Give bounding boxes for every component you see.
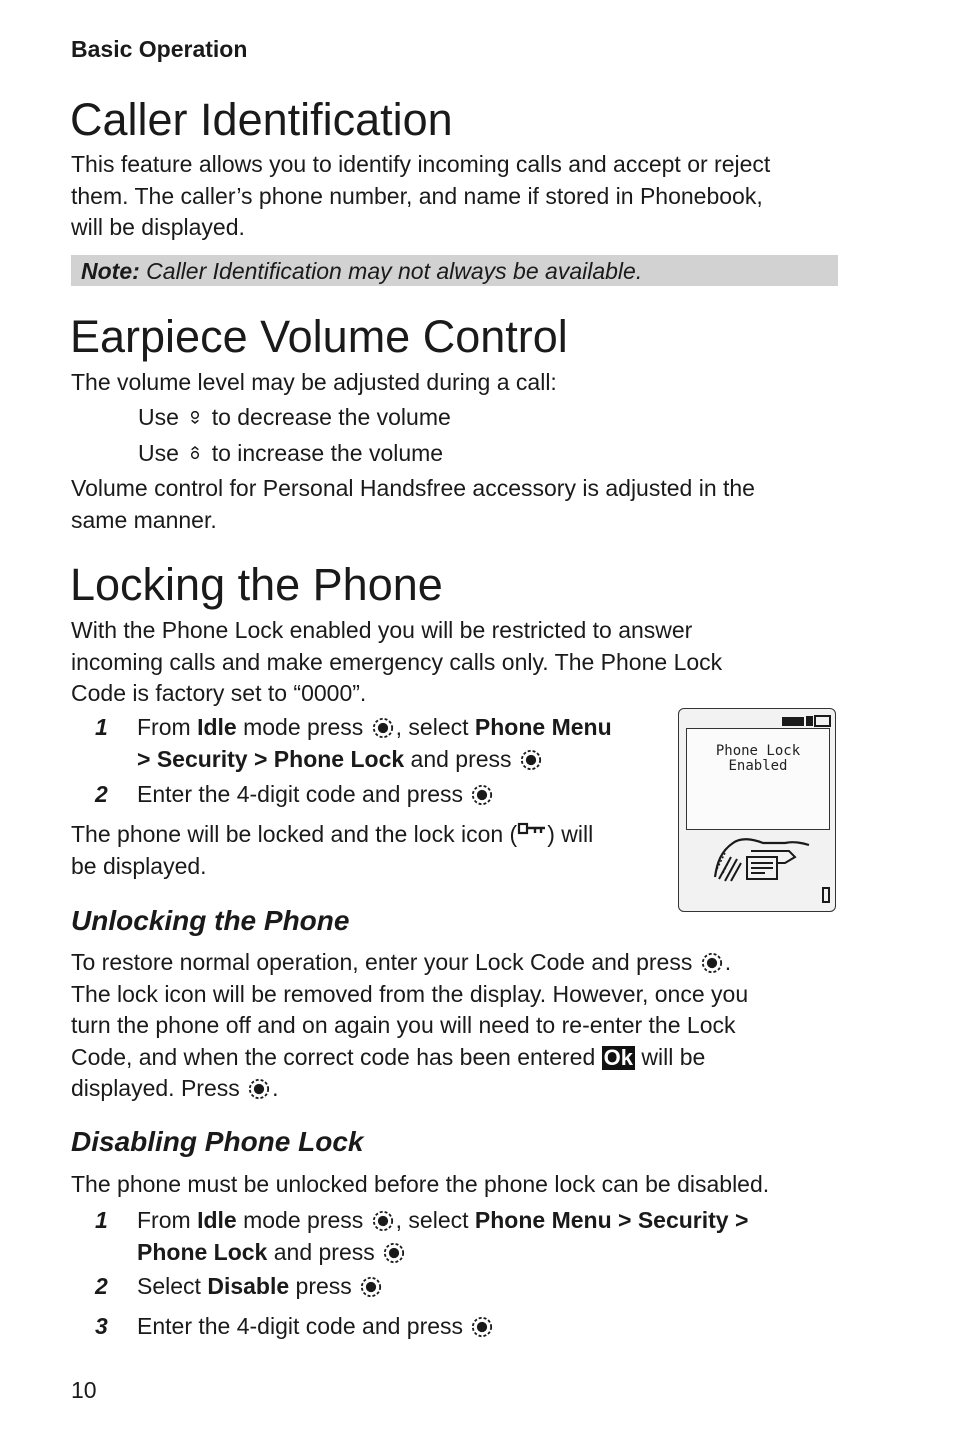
battery-icon <box>822 887 830 903</box>
ok-key-icon <box>383 1242 405 1264</box>
unlocking-title: Unlocking the Phone <box>71 905 350 936</box>
ok-key-icon <box>360 1276 382 1298</box>
status-bar-icon <box>782 715 832 727</box>
ok-key-icon <box>701 952 723 974</box>
page-number: 10 <box>71 1377 97 1403</box>
volume-up-icon <box>187 441 203 465</box>
ok-key-icon <box>372 717 394 739</box>
locking-body: With the Phone Lock enabled you will be restricted to answer incoming calls and make emergency calls only. The Phone Lock Code is factory set to “0000”. <box>71 617 723 706</box>
section-header: Basic Operation <box>71 36 248 62</box>
lock-icon <box>517 820 547 840</box>
ok-key-icon <box>471 784 493 806</box>
volume-decrease-line: Use to decrease the volume <box>138 404 451 430</box>
locking-step-2: 2 Enter the 4-digit code and press <box>71 779 671 811</box>
locking-after: The phone will be locked and the lock icon ( ) will be displayed. <box>71 821 594 879</box>
disabling-step-2: 2 Select Disable press <box>71 1271 671 1303</box>
disabling-intro: The phone must be unlocked before the phone lock can be disabled. <box>71 1171 770 1197</box>
screen-message: Phone Lock Enabled <box>715 743 801 774</box>
ok-badge: Ok <box>603 1044 633 1070</box>
ok-key-icon <box>471 1316 493 1338</box>
caller-id-body: This feature allows you to identify incoming calls and accept or reject them. The caller’s phone number, and name if stored in Phonebook, will be displayed. <box>71 151 771 240</box>
volume-intro: The volume level may be adjusted during a call: <box>71 369 557 395</box>
locking-title: Locking the Phone <box>70 559 443 610</box>
volume-increase-line: Use to increase the volume <box>138 440 444 466</box>
hand-unlock-icon <box>711 833 816 885</box>
note-label: Note: <box>81 258 140 284</box>
ok-key-icon <box>248 1078 270 1100</box>
volume-down-icon <box>187 405 203 429</box>
unlocking-body: To restore normal operation, enter your Lock Code and press . The lock icon will be removed from the display. However, once you turn the phone off and on again you will need to re-enter the Lock Code, and when the correct code has been entered Ok will be displayed. Press . <box>71 949 749 1101</box>
disabling-step-3: 3 Enter the 4-digit code and press <box>71 1311 671 1343</box>
phone-display-illustration <box>678 708 836 912</box>
disabling-step-1: 1 From Idle mode press , select Phone Menu > Security > Phone Lock and press <box>95 1207 749 1265</box>
ok-key-icon <box>520 749 542 771</box>
phone-display-screen <box>686 728 830 830</box>
caller-id-title: Caller Identification <box>70 94 453 145</box>
ok-key-icon <box>372 1210 394 1232</box>
volume-title: Earpiece Volume Control <box>70 311 568 362</box>
disabling-title: Disabling Phone Lock <box>71 1126 364 1157</box>
volume-outro: Volume control for Personal Handsfree accessory is adjusted in the same manner. <box>71 475 755 533</box>
locking-step-1: 1 From Idle mode press , select Phone Menu > Security > Phone Lock and press <box>95 714 612 772</box>
caller-id-note: Note: Caller Identification may not always be available. <box>71 255 838 286</box>
